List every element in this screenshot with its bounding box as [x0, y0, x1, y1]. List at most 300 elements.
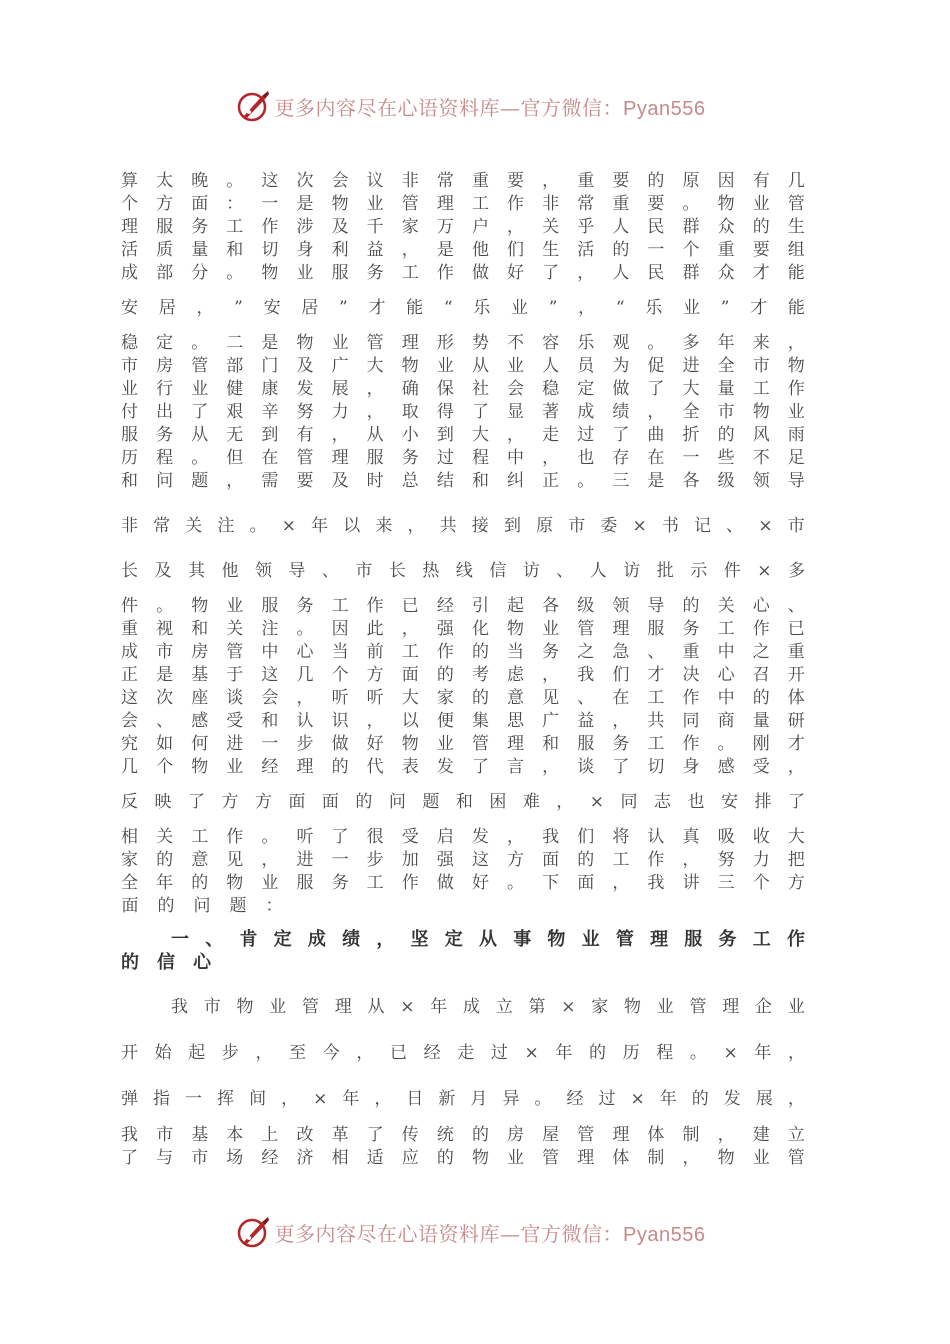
text-line	[121, 733, 805, 756]
footer-banner	[0, 1212, 950, 1252]
text-char: 访	[522, 561, 540, 581]
text-char: 弹	[121, 1089, 138, 1109]
text-char: 挥	[217, 1089, 235, 1109]
text-char: 的	[647, 171, 665, 191]
text-char: ×	[723, 1043, 738, 1063]
text-char: 涉	[296, 217, 314, 237]
text-char: 映	[154, 792, 172, 812]
text-char: 作	[261, 217, 279, 237]
text-char: 分	[191, 263, 209, 283]
text-char: 长	[388, 561, 406, 581]
text-char: 定	[577, 379, 595, 399]
text-char: 身	[296, 240, 314, 260]
text-char: 志	[654, 792, 671, 812]
text-char: 方	[787, 873, 805, 893]
text-char: 了	[366, 1125, 384, 1145]
text-char: ，	[578, 298, 596, 318]
text-char: ，	[507, 425, 525, 445]
text-char: 进	[682, 356, 700, 376]
text-char: ×	[589, 792, 605, 812]
text-char: ×	[281, 516, 296, 536]
para-line	[121, 1040, 805, 1066]
text-char: 这	[471, 850, 489, 870]
text-char: 排	[754, 792, 772, 812]
text-char: 工	[752, 379, 770, 399]
text-char: 一	[261, 194, 279, 214]
text-char: 服	[121, 425, 138, 445]
text-char: 作	[787, 379, 805, 399]
text-char: 和	[226, 240, 244, 260]
text-char: 。	[689, 1043, 707, 1063]
text-char: ，	[261, 850, 279, 870]
text-char: 形	[436, 333, 454, 353]
text-char: 言	[507, 757, 525, 777]
text-char: 员	[577, 356, 595, 376]
text-char: 观	[612, 333, 630, 353]
text-char: 虑	[507, 665, 525, 685]
text-char: 作	[682, 688, 700, 708]
text-char: 个	[121, 194, 138, 214]
text-char: 了	[331, 827, 349, 847]
text-char: 工	[752, 929, 771, 950]
text-char: 、	[726, 516, 744, 536]
text-char: 力	[752, 850, 770, 870]
text-char: 业	[296, 263, 314, 283]
text-char: ，	[356, 1043, 374, 1063]
text-char: 起	[507, 596, 525, 616]
text-char: 经	[261, 1148, 279, 1168]
text-char: 同	[620, 792, 638, 812]
text-char: 。	[647, 333, 665, 353]
text-char: 物	[226, 873, 244, 893]
text-char: 领	[752, 471, 770, 491]
text-char: 生	[787, 217, 805, 237]
text-char: 心	[296, 642, 314, 662]
text-char: 及	[154, 561, 172, 581]
text-char: 思	[507, 711, 525, 731]
text-char: ”	[234, 298, 243, 318]
text-char: ，	[647, 402, 665, 422]
text-line	[121, 401, 805, 424]
text-char: 刚	[752, 734, 770, 754]
text-char: 业	[261, 873, 279, 893]
text-char: 三	[717, 873, 735, 893]
text-char: 次	[296, 171, 314, 191]
text-char: 把	[787, 850, 805, 870]
text-char: 的	[121, 952, 139, 973]
text-char: 召	[752, 665, 770, 685]
text-char: 是	[261, 333, 279, 353]
text-char: 我	[542, 827, 560, 847]
text-char: 讲	[682, 873, 700, 893]
text-char: 几	[121, 757, 138, 777]
text-char: 年	[555, 1043, 573, 1063]
text-char: ”	[720, 298, 730, 318]
text-char: 。	[717, 734, 735, 754]
text-char: 走	[457, 1043, 475, 1063]
text-char: 的	[436, 1148, 454, 1168]
text-char: 工	[717, 619, 735, 639]
text-char: 基	[191, 665, 209, 685]
text-char: 取	[401, 402, 419, 422]
text-char: 会	[507, 379, 525, 399]
text-line	[121, 216, 805, 239]
text-char: 当	[507, 642, 525, 662]
text-char: 场	[226, 1148, 244, 1168]
text-line	[121, 297, 805, 320]
text-char: 业	[581, 929, 600, 950]
text-char: 做	[612, 379, 630, 399]
text-char: 开	[787, 665, 805, 685]
banner-text: 更多内容尽在心语资料库—官方微信：Pyan556	[274, 95, 706, 120]
text-char: 原	[536, 516, 554, 536]
text-char: 领	[612, 596, 630, 616]
text-char: 和	[455, 792, 473, 812]
text-char: 成	[121, 642, 138, 662]
text-char: 几	[787, 171, 805, 191]
text-char: 作	[647, 850, 665, 870]
text-line	[121, 515, 805, 538]
text-char: 中	[507, 448, 525, 468]
text-char: 促	[647, 356, 665, 376]
text-char: 服	[331, 263, 349, 283]
text-char: 到	[503, 516, 521, 536]
text-char: 在	[612, 688, 630, 708]
text-char: 听	[366, 688, 384, 708]
text-char: 业	[752, 1148, 770, 1168]
text-char: 工	[191, 827, 209, 847]
text-char: 不	[507, 333, 525, 353]
text-char: ×	[632, 516, 647, 536]
text-char: 能	[406, 298, 424, 318]
text-char: 这	[121, 688, 138, 708]
text-char: 引	[471, 596, 489, 616]
text-char: 会	[121, 711, 138, 731]
text-char: 要	[296, 471, 314, 491]
text-char: 管	[191, 356, 209, 376]
text-char: 管	[689, 997, 707, 1017]
text-char: 大	[787, 827, 805, 847]
text-char: 程	[471, 448, 489, 468]
text-line	[121, 262, 805, 285]
text-char: 的	[471, 688, 489, 708]
text-char: 与	[156, 1148, 174, 1168]
text-char: 业	[683, 298, 701, 318]
text-char: 月	[470, 1089, 488, 1109]
text-char: 的	[612, 240, 630, 260]
text-char: 正	[121, 665, 138, 685]
text-char: 万	[436, 217, 454, 237]
text-char: 风	[752, 425, 770, 445]
text-char: 物	[547, 929, 566, 950]
text-char: 好	[366, 734, 384, 754]
text-char: 业	[191, 379, 209, 399]
text-char: 的	[577, 850, 595, 870]
text-char: 信	[157, 952, 175, 973]
text-char: 收	[752, 827, 770, 847]
text-char: ，	[787, 757, 805, 777]
text-char: 市	[156, 1125, 174, 1145]
text-char: 结	[436, 471, 454, 491]
text-char: 一	[261, 734, 279, 754]
text-char: 个	[331, 665, 349, 685]
text-char: 的	[436, 665, 454, 685]
text-char: 、	[205, 929, 224, 950]
text-char: 我	[121, 1125, 138, 1145]
text-char: ，	[366, 402, 384, 422]
text-char: 家	[401, 217, 419, 237]
text-char: 房	[156, 356, 174, 376]
text-char: 时	[366, 471, 384, 491]
text-char: 物	[717, 1148, 735, 1168]
text-char: 中	[717, 642, 735, 662]
text-char: 理	[507, 734, 525, 754]
text-char: 研	[787, 711, 805, 731]
text-char: 因	[717, 171, 735, 191]
text-char: 作	[436, 263, 454, 283]
text-char: 理	[296, 757, 314, 777]
text-char: 从	[191, 425, 209, 445]
text-char: 安	[720, 792, 738, 812]
text-char: 大	[366, 356, 384, 376]
text-char: 决	[682, 665, 700, 685]
text-char: 务	[401, 448, 419, 468]
text-char: ，	[542, 665, 560, 685]
text-char: ，	[577, 263, 595, 283]
text-char: 到	[436, 425, 454, 445]
text-char: 理	[612, 619, 630, 639]
text-char: ，	[196, 298, 214, 318]
text-char: 急	[612, 642, 630, 662]
text-char: 晚	[191, 171, 209, 191]
text-char: 共	[647, 711, 665, 731]
text-char: 有	[752, 171, 770, 191]
text-char: 这	[261, 171, 279, 191]
text-char: 定	[444, 929, 463, 950]
text-char: 之	[577, 642, 595, 662]
text-char: 业	[226, 596, 244, 616]
text-char: 乐	[473, 298, 491, 318]
text-char: 生	[542, 240, 560, 260]
text-char: 反	[121, 792, 138, 812]
text-char: 物	[787, 356, 805, 376]
text-char: 房	[507, 1125, 525, 1145]
text-char: 过	[436, 448, 454, 468]
text-char: 三	[612, 471, 630, 491]
text-char: 益	[366, 240, 384, 260]
text-char: 。	[156, 596, 174, 616]
text-line	[121, 791, 805, 814]
text-char: 大	[682, 379, 700, 399]
text-char: 确	[401, 379, 419, 399]
text-char: 成	[121, 263, 138, 283]
text-char: 物	[331, 194, 349, 214]
text-char: 究	[121, 734, 138, 754]
text-char: 间	[249, 1089, 267, 1109]
text-char: 谈	[577, 757, 595, 777]
text-char: 多	[787, 561, 805, 581]
text-char: 真	[682, 827, 700, 847]
text-char: 管	[787, 194, 805, 214]
text-char: 但	[226, 448, 244, 468]
text-char: 这	[261, 665, 279, 685]
text-char: 物	[717, 194, 735, 214]
text-char: ×	[524, 1043, 539, 1063]
text-char: 的	[156, 850, 174, 870]
text-char: 和	[542, 734, 560, 754]
text-char: 市	[568, 516, 586, 536]
text-char: 业	[436, 734, 454, 754]
text-line	[121, 470, 805, 493]
text-char: 他	[471, 240, 489, 260]
text-char: 已	[401, 596, 419, 616]
text-char: 革	[331, 1125, 349, 1145]
text-char: 重	[787, 642, 805, 662]
text-char: 家	[121, 850, 138, 870]
text-char: 成	[463, 997, 480, 1017]
text-char: 注	[261, 619, 279, 639]
text-char: 常	[153, 516, 171, 536]
text-char: 意	[507, 688, 525, 708]
text-char: 经	[566, 1089, 584, 1109]
text-char: ，	[612, 711, 630, 731]
text-char: 来	[752, 333, 770, 353]
text-char: 辛	[261, 402, 279, 422]
text-char: 导	[647, 596, 665, 616]
text-char: 才	[787, 734, 805, 754]
text-char: 的	[471, 642, 489, 662]
text-char: 委	[600, 516, 618, 536]
text-char: 展	[755, 1089, 773, 1109]
text-char: 受	[752, 757, 770, 777]
text-char: 务	[718, 929, 737, 950]
text-char: 物	[401, 734, 419, 754]
text-char: 指	[153, 1089, 171, 1109]
text-char: 理	[401, 333, 419, 353]
text-char: 业	[656, 997, 674, 1017]
text-char: 物	[261, 263, 279, 283]
text-char: 市	[191, 1148, 209, 1168]
text-char: 肯	[239, 929, 258, 950]
text-char: 关	[185, 516, 203, 536]
text-char: 非	[542, 194, 560, 214]
text-char: 人	[589, 561, 607, 581]
text-char: 受	[401, 827, 419, 847]
text-char: 作	[366, 596, 384, 616]
text-char: 业	[752, 194, 770, 214]
text-char: 何	[191, 734, 209, 754]
text-char: 走	[542, 425, 560, 445]
text-char: 作	[401, 873, 419, 893]
text-char: 日	[406, 1089, 424, 1109]
text-char: 工	[647, 688, 665, 708]
text-char: ，	[296, 688, 314, 708]
text-char: 应	[401, 1148, 419, 1168]
text-char: 会	[261, 688, 279, 708]
text-char: 也	[577, 448, 595, 468]
text-char: 、	[556, 561, 574, 581]
text-char: 量	[191, 240, 209, 260]
text-char: 益	[577, 711, 595, 731]
text-char: 市	[203, 997, 221, 1017]
text-char: 座	[191, 688, 209, 708]
text-char: 作	[752, 619, 770, 639]
text-char: 常	[577, 194, 595, 214]
text-char: 些	[717, 448, 735, 468]
text-char: 步	[221, 1043, 239, 1063]
text-char: 屋	[542, 1125, 560, 1145]
text-char: ”	[339, 298, 348, 318]
text-char: ×	[758, 516, 773, 536]
text-char: 和	[191, 619, 209, 639]
text-char: 立	[787, 1125, 805, 1145]
text-char: ，	[542, 448, 560, 468]
text-char: ×	[757, 561, 772, 581]
pen-logo-icon	[235, 1214, 271, 1250]
text-char: 济	[296, 1148, 314, 1168]
text-char: 便	[436, 711, 454, 731]
text-char: 共	[439, 516, 457, 536]
section-heading	[121, 928, 805, 951]
text-char: 作	[436, 642, 454, 662]
text-char: 居	[158, 298, 176, 318]
text-char: 历	[622, 1043, 640, 1063]
text-char: 制	[647, 1148, 665, 1168]
text-char: 务	[682, 619, 700, 639]
text-char: 业	[269, 997, 287, 1017]
text-char: 人	[612, 263, 630, 283]
text-char: 服	[577, 734, 595, 754]
text-char: 步	[366, 850, 384, 870]
text-char: 坚	[410, 929, 429, 950]
header-banner	[0, 86, 950, 126]
text-char: 大	[471, 425, 489, 445]
text-char: 个	[752, 873, 770, 893]
text-char: ，	[401, 240, 419, 260]
text-char: 工	[612, 850, 630, 870]
text-char: 问	[156, 471, 174, 491]
text-char: 作	[226, 827, 244, 847]
text-char: 听	[296, 827, 314, 847]
text-char: 才	[647, 665, 665, 685]
text-char: 市	[752, 356, 770, 376]
para-line	[121, 1124, 805, 1147]
text-char: 重	[471, 171, 489, 191]
text-char: 做	[331, 734, 349, 754]
text-char: 进	[296, 850, 314, 870]
text-char: 及	[331, 217, 349, 237]
text-char: 个	[682, 240, 700, 260]
text-char: 了	[787, 792, 805, 812]
text-char: 导	[787, 471, 805, 491]
text-char: 服	[296, 873, 314, 893]
text-line	[121, 618, 805, 641]
text-char: 才	[752, 263, 770, 283]
text-char: 议	[366, 171, 384, 191]
text-char: 因	[331, 619, 349, 639]
text-char: 书	[661, 516, 679, 536]
text-char: 成	[577, 402, 595, 422]
text-line	[121, 355, 805, 378]
text-char: ”	[548, 298, 558, 318]
text-char: 家	[591, 997, 609, 1017]
text-char: 业	[542, 619, 560, 639]
text-char: 过	[598, 1089, 616, 1109]
text-char: ，	[376, 929, 395, 950]
text-char: 工	[401, 642, 419, 662]
text-char: 定	[273, 929, 292, 950]
text-char: ，	[788, 1043, 805, 1063]
